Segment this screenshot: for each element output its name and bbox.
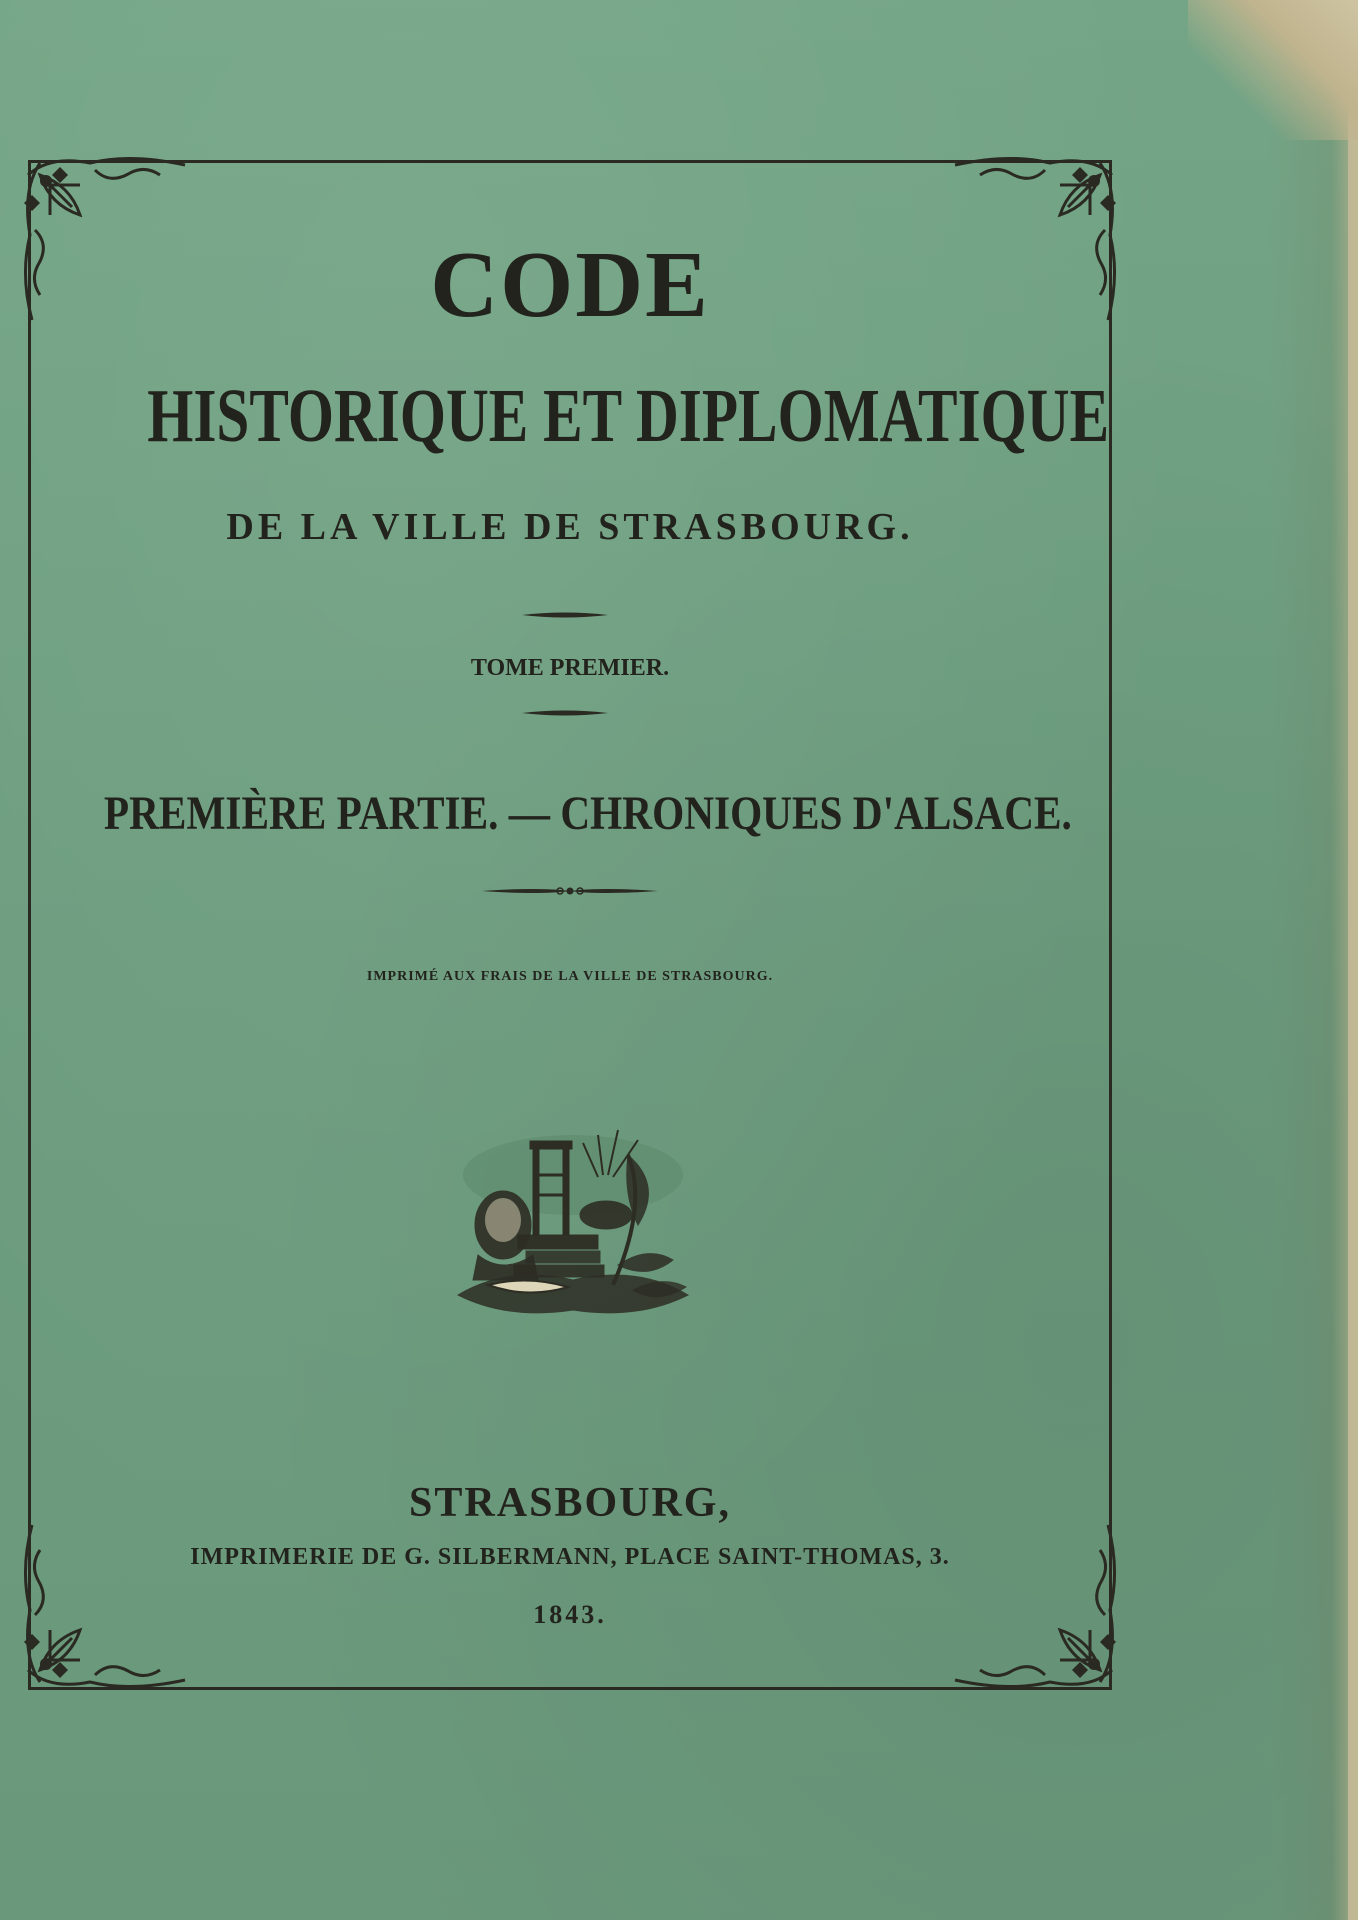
cover-subtitle-city: DE LA VILLE DE STRASBOURG. [226,506,914,548]
imprint-year: 1843. [533,1600,607,1629]
ornamental-rule-icon [520,610,610,620]
allegorical-vignette-icon [448,1115,698,1325]
cover-subtitle: HISTORIQUE ET DIPLOMATIQUE [147,374,1110,458]
ornamental-rule-icon [480,884,660,898]
paper-edge-wear [1268,0,1358,1920]
cover-volume: TOME PREMIER. [470,655,670,681]
paper-corner-tear [1188,0,1358,140]
cover-funding-note: IMPRIMÉ AUX FRAIS DE LA VILLE DE STRASBOURG. [366,969,774,984]
imprint-city: STRASBOURG, [409,1480,731,1526]
cover-title: CODE [430,233,710,337]
imprint-printer: IMPRIMERIE DE G. SILBERMANN, PLACE SAINT-THOMAS, 3. [190,1544,950,1570]
ornamental-rule-icon [520,708,610,718]
cover-part: PREMIÈRE PARTIE. — CHRONIQUES D'ALSACE. [103,787,1072,840]
